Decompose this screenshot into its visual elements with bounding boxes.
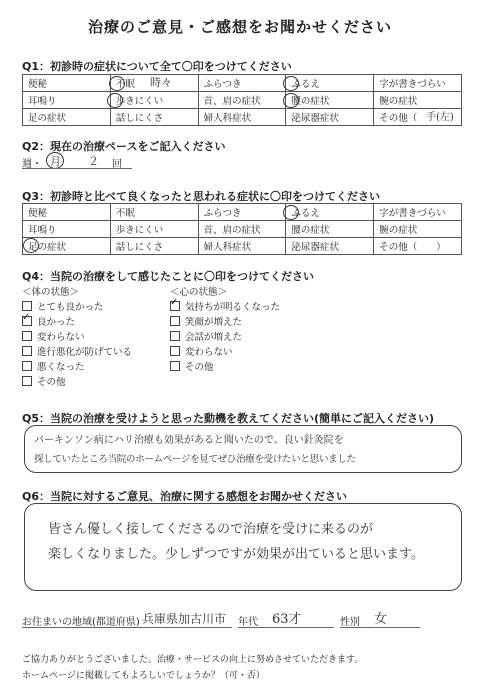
q6-answer-line2: 楽しくなりました。少しずつですが効果が出ていると思います。 <box>48 547 424 562</box>
circle-mark <box>283 205 299 220</box>
checkbox-checked[interactable] <box>22 316 32 326</box>
gender-label: 性別 <box>340 617 360 628</box>
option-label: 悪くなった <box>37 362 85 373</box>
list-item[interactable] <box>170 344 280 359</box>
age-value: 63才 <box>272 612 302 627</box>
q3-cell[interactable]: 腕の症状 <box>374 221 462 238</box>
q1-cell[interactable]: 不眠 <box>110 75 198 92</box>
q3-heading: Q3：初診時と比べて良くなったと思われる症状に〇印をつけてください <box>22 190 381 203</box>
q1-symptom-table <box>22 74 462 126</box>
checkbox[interactable] <box>22 346 32 356</box>
region-value: 兵庫県加古川市 <box>142 612 227 626</box>
option-label: その他 <box>37 377 66 388</box>
handwritten-fumin-note: 時々 <box>150 76 172 89</box>
q1-cell[interactable]: 耳鳴り <box>23 92 111 109</box>
checkbox[interactable] <box>22 331 32 341</box>
option-label: 笑顔が増えた <box>185 317 243 328</box>
option-label: 変わらない <box>185 347 233 358</box>
q3-cell[interactable]: 婦人科症状 <box>198 238 286 255</box>
q2-heading: Q2：現在の治療ペースをご記入ください <box>22 140 226 153</box>
q6-heading: Q6：当院に対するご意見、治療に関する感想をお聞かせください <box>22 490 348 503</box>
q1-heading: Q1：初診時の症状について全て〇印をつけてください <box>22 60 292 73</box>
option-label: 気持ちが明るくなった <box>185 302 281 313</box>
q5-heading: Q5：当院の治療を受けようと思った動機を教えてください(簡単にご記入ください) <box>22 412 435 425</box>
q4-heading: Q4：当院の治療をして感じたことに〇印をつけてください <box>22 270 315 283</box>
q3-cell[interactable]: 歩きにくい <box>110 221 198 238</box>
publish-permission: ホームページに掲載してもよろしいでしょうか？（可・否） <box>22 671 265 681</box>
q1-cell[interactable]: 腰の症状 <box>286 92 374 109</box>
q3-cell[interactable]: 字が書きづらい <box>374 204 462 221</box>
circle-mark <box>109 76 125 91</box>
q1-cell[interactable]: 婦人科症状 <box>198 109 286 126</box>
q1-cell[interactable]: その他（ <box>374 109 462 126</box>
q2-week-label: 週・ <box>22 159 42 170</box>
q4-mind-title: ＜心の状態＞ <box>170 287 228 298</box>
q2-times-label: 回 <box>112 159 122 170</box>
q3-cell[interactable]: その他（ ） <box>374 238 462 255</box>
option-label: その他 <box>185 362 214 373</box>
thanks-message: ご協力ありがとうございました。治療・サービスの向上に努めさせていただきます。 <box>22 655 364 665</box>
q3-cell[interactable]: 不眠 <box>110 204 198 221</box>
q5-answer-line1: パーキンソン病にハリ治療も効果があると聞いたので、良い針灸院を <box>34 435 344 446</box>
q3-symptom-table <box>22 203 462 255</box>
circle-mark <box>283 76 299 91</box>
q2-count-value: ２ <box>88 155 99 168</box>
q3-cell[interactable]: 腰の症状 <box>286 221 374 238</box>
circle-mark <box>46 152 64 169</box>
q3-cell[interactable]: 足の症状 <box>23 238 111 255</box>
region-underline <box>22 627 232 628</box>
checkbox-checked[interactable] <box>170 301 180 311</box>
gender-underline <box>340 627 420 628</box>
q1-cell[interactable]: 話しにくさ <box>110 109 198 126</box>
checkbox[interactable] <box>22 376 32 386</box>
q3-cell[interactable]: 耳鳴り <box>23 221 111 238</box>
handwritten-other-note: 手(左) <box>426 112 454 123</box>
checkbox[interactable] <box>22 301 32 311</box>
page-title: 治療のご意見・ご感想をお聞かせください <box>87 18 392 36</box>
list-item[interactable] <box>22 374 132 389</box>
list-item[interactable] <box>22 359 132 374</box>
q1-cell[interactable]: 字が書きづらい <box>374 75 462 92</box>
list-item[interactable] <box>170 314 280 329</box>
list-item[interactable] <box>170 359 280 374</box>
list-item[interactable] <box>22 329 132 344</box>
q3-cell[interactable]: 首、肩の症状 <box>198 221 286 238</box>
q1-cell[interactable]: 足の症状 <box>23 109 111 126</box>
list-item[interactable] <box>22 299 132 314</box>
gender-value: 女 <box>374 612 388 627</box>
q3-cell[interactable]: 話しにくさ <box>110 238 198 255</box>
list-item[interactable] <box>22 314 132 329</box>
q4-mind-list <box>170 299 280 374</box>
q4-body-list <box>22 299 132 389</box>
q3-cell[interactable]: ふらつき <box>198 204 286 221</box>
option-label: 良かった <box>37 317 76 328</box>
option-label: 会話が増えた <box>185 332 243 343</box>
circle-mark <box>283 93 299 108</box>
age-label: 年代 <box>238 617 258 628</box>
q5-answer-line2: 探していたところ当院のホームページを見てぜひ治療を受けたいと思いました <box>34 454 356 465</box>
checkbox[interactable] <box>170 361 180 371</box>
q3-cell[interactable]: ふるえ <box>286 204 374 221</box>
option-label: 変わらない <box>37 332 85 343</box>
checkbox[interactable] <box>170 346 180 356</box>
checkbox[interactable] <box>170 331 180 341</box>
list-item[interactable] <box>22 344 132 359</box>
q2-underline <box>22 168 132 169</box>
circle-mark <box>23 238 39 253</box>
q1-cell[interactable]: 泌尿器症状 <box>286 109 374 126</box>
q1-cell[interactable]: 便秘 <box>23 75 111 92</box>
option-label: 進行悪化が防げている <box>37 347 133 358</box>
circle-mark <box>107 93 123 108</box>
q4-body-title: ＜体の状態＞ <box>22 287 80 298</box>
q1-cell[interactable]: ふるえ <box>286 75 374 92</box>
list-item[interactable] <box>170 329 280 344</box>
q1-cell[interactable]: 腕の症状 <box>374 92 462 109</box>
q3-cell[interactable]: 泌尿器症状 <box>286 238 374 255</box>
checkbox[interactable] <box>22 361 32 371</box>
list-item[interactable] <box>170 299 280 314</box>
q6-answer-line1: 皆さん優しく接してくださるので治療を受けに来るのが <box>48 522 374 537</box>
age-underline <box>238 627 334 628</box>
q1-cell[interactable]: ふらつき <box>198 75 286 92</box>
q3-cell[interactable]: 便秘 <box>23 204 111 221</box>
q2-month-value: 月 <box>50 155 61 168</box>
checkbox[interactable] <box>170 316 180 326</box>
option-label: とても良かった <box>37 302 104 313</box>
q1-cell[interactable]: 歩きにくい <box>110 92 198 109</box>
q1-cell[interactable]: 首、肩の症状 <box>198 92 286 109</box>
region-label: お住まいの地域(都道府県) <box>22 617 140 628</box>
